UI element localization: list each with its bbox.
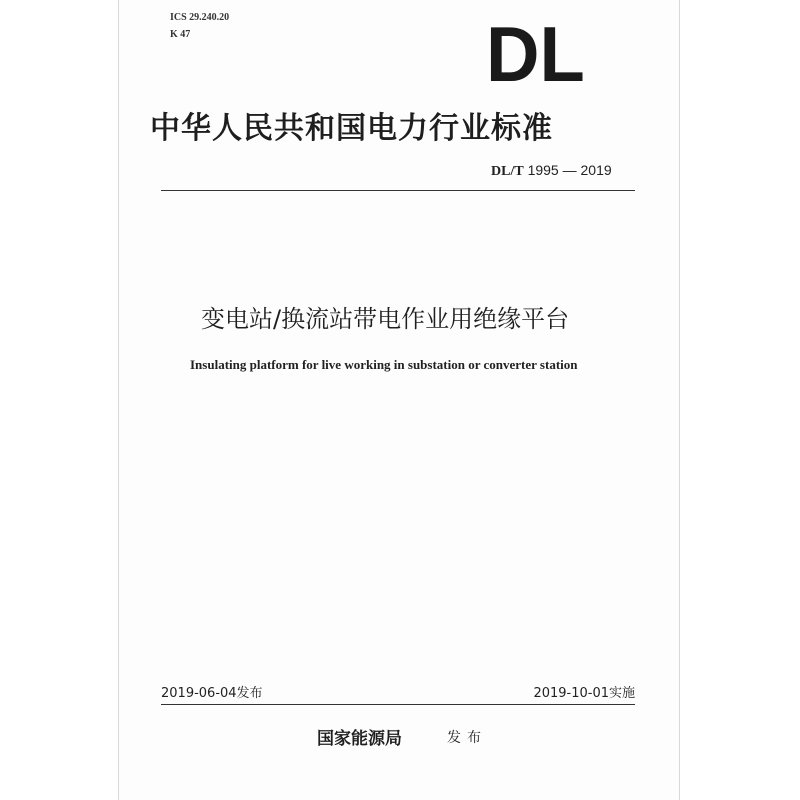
issue-label: 发布 — [447, 730, 487, 746]
standard-number-prefix: DL/T — [491, 164, 524, 179]
bottom-divider — [161, 704, 635, 705]
standard-number — [491, 162, 612, 180]
ics-code: ICS 29.240.20 — [170, 12, 230, 23]
top-divider — [161, 190, 635, 191]
dl-logo: DL — [486, 10, 585, 98]
publish-date: 2019-06-04发布 — [161, 686, 263, 701]
document-title-cn: 变电站/换流站带电作业用绝缘平台 — [201, 305, 570, 333]
standard-number-value: 1995 — 2019 — [527, 162, 612, 178]
standard-type-heading: 中华人民共和国电力行业标准 — [150, 111, 553, 146]
issuer-name: 国家能源局 — [317, 729, 402, 749]
implement-date: 2019-10-01实施 — [533, 686, 635, 701]
document-title-en: Insulating platform for live working in substation or converter station — [190, 357, 578, 372]
classification-code: K 47 — [170, 29, 191, 40]
